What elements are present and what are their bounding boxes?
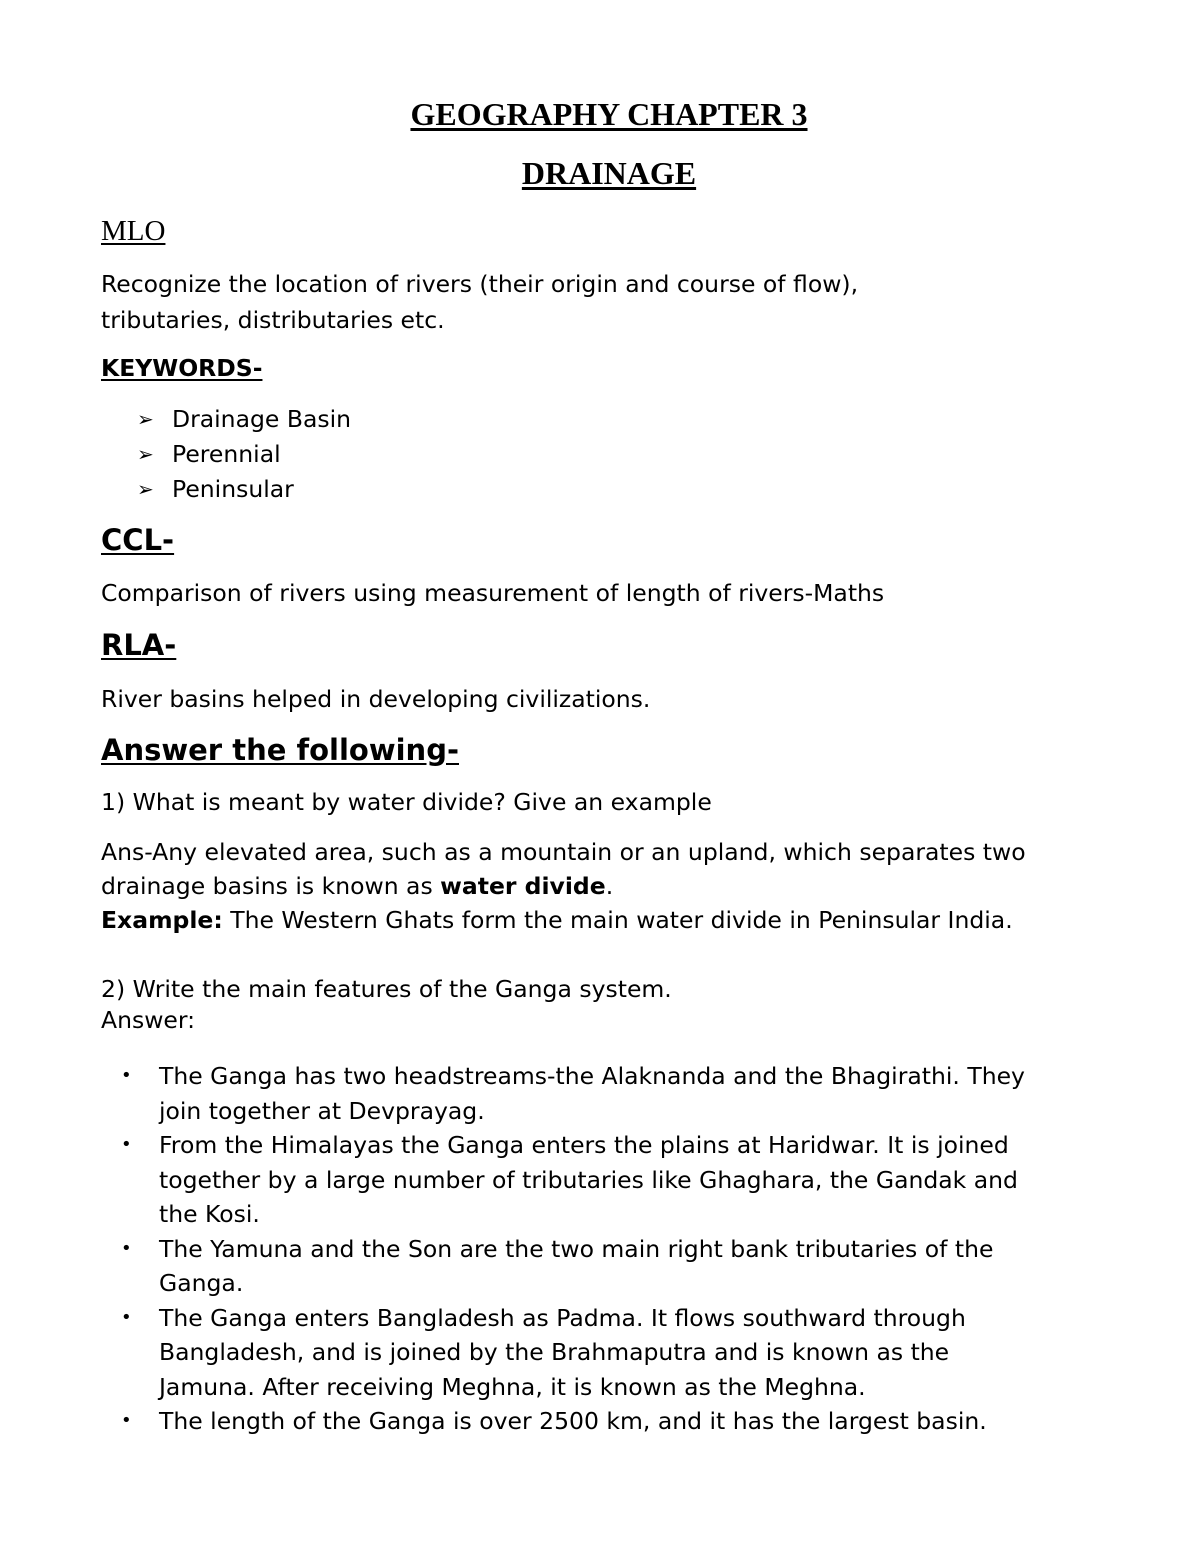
example-label: Example:: [101, 906, 223, 934]
chapter-title: GEOGRAPHY CHAPTER 3: [410, 96, 808, 132]
answer-1-line-2: [101, 869, 613, 904]
mlo-heading: MLO: [101, 215, 166, 247]
bullet-icon: •: [121, 1410, 132, 1431]
chapter-subtitle: DRAINAGE: [521, 155, 697, 191]
mlo-line-2: tributaries, distributaries etc.: [101, 306, 445, 334]
ccl-text: Comparison of rivers using measurement of length of rivers-Maths: [101, 579, 885, 607]
question-2: 2) Write the main features of the Ganga system.: [101, 975, 672, 1003]
list-item: [101, 1404, 1025, 1439]
bullet-icon: •: [121, 1134, 132, 1155]
ganga-features-list: [101, 1059, 1025, 1439]
question-1: 1) What is meant by water divide? Give an example: [101, 788, 712, 816]
example-text: The Western Ghats form the main water divide in Peninsular India.: [222, 906, 1013, 934]
answers-heading: Answer the following-: [101, 733, 459, 767]
list-item: [137, 402, 351, 437]
answer-1-line-1: Ans-Any elevated area, such as a mountain or an upland, which separates two: [101, 838, 1026, 866]
keyword-text: Perennial: [172, 440, 281, 468]
point-line: together by a large number of tributaries like Ghaghara, the Gandak and: [159, 1165, 1018, 1194]
keyword-text: Drainage Basin: [172, 405, 352, 433]
point-line: Jamuna. After receiving Meghna, it is known as the Meghna.: [159, 1372, 866, 1401]
rla-text: River basins helped in developing civilizations.: [101, 685, 651, 713]
keyword-text: Peninsular: [172, 475, 294, 503]
answer-1-text: drainage basins is known as: [101, 872, 441, 900]
rla-heading: RLA-: [101, 628, 177, 662]
bullet-icon: •: [121, 1306, 132, 1328]
answer-1-term: water divide: [440, 872, 606, 900]
keywords-heading: KEYWORDS-: [101, 354, 263, 382]
point-line: From the Himalayas the Ganga enters the plains at Haridwar. It is joined: [159, 1131, 1009, 1159]
keywords-list: [137, 402, 351, 507]
answer-1-period: .: [605, 872, 614, 900]
list-item: [101, 1059, 1025, 1128]
list-item: [137, 472, 351, 507]
ccl-heading: CCL-: [101, 523, 175, 557]
point-line: The Yamuna and the Son are the two main right bank tributaries of the: [159, 1234, 994, 1263]
point-line: The Ganga enters Bangladesh as Padma. It flows southward through: [159, 1303, 966, 1332]
point-line: The Ganga has two headstreams-the Alaknanda and the Bhagirathi. They: [159, 1062, 1025, 1090]
point-line: the Kosi.: [159, 1200, 260, 1228]
list-item: [137, 437, 351, 472]
answer-2-label: Answer:: [101, 1006, 196, 1034]
mlo-line-1: Recognize the location of rivers (their origin and course of flow),: [101, 270, 859, 298]
point-line: Bangladesh, and is joined by the Brahmaputra and is known as the: [159, 1338, 950, 1366]
point-line: Ganga.: [159, 1269, 244, 1297]
list-item: [101, 1128, 1025, 1232]
arrow-bullet-icon: ➢: [137, 477, 154, 501]
point-line: join together at Devprayag.: [159, 1096, 485, 1125]
arrow-bullet-icon: ➢: [137, 442, 154, 466]
list-item: [101, 1232, 1025, 1301]
bullet-icon: •: [121, 1065, 132, 1086]
bullet-icon: •: [121, 1237, 132, 1259]
list-item: [101, 1301, 1025, 1405]
point-line: The length of the Ganga is over 2500 km, and it has the largest basin.: [159, 1407, 987, 1435]
arrow-bullet-icon: ➢: [137, 407, 154, 431]
answer-1-example: [101, 903, 1013, 938]
